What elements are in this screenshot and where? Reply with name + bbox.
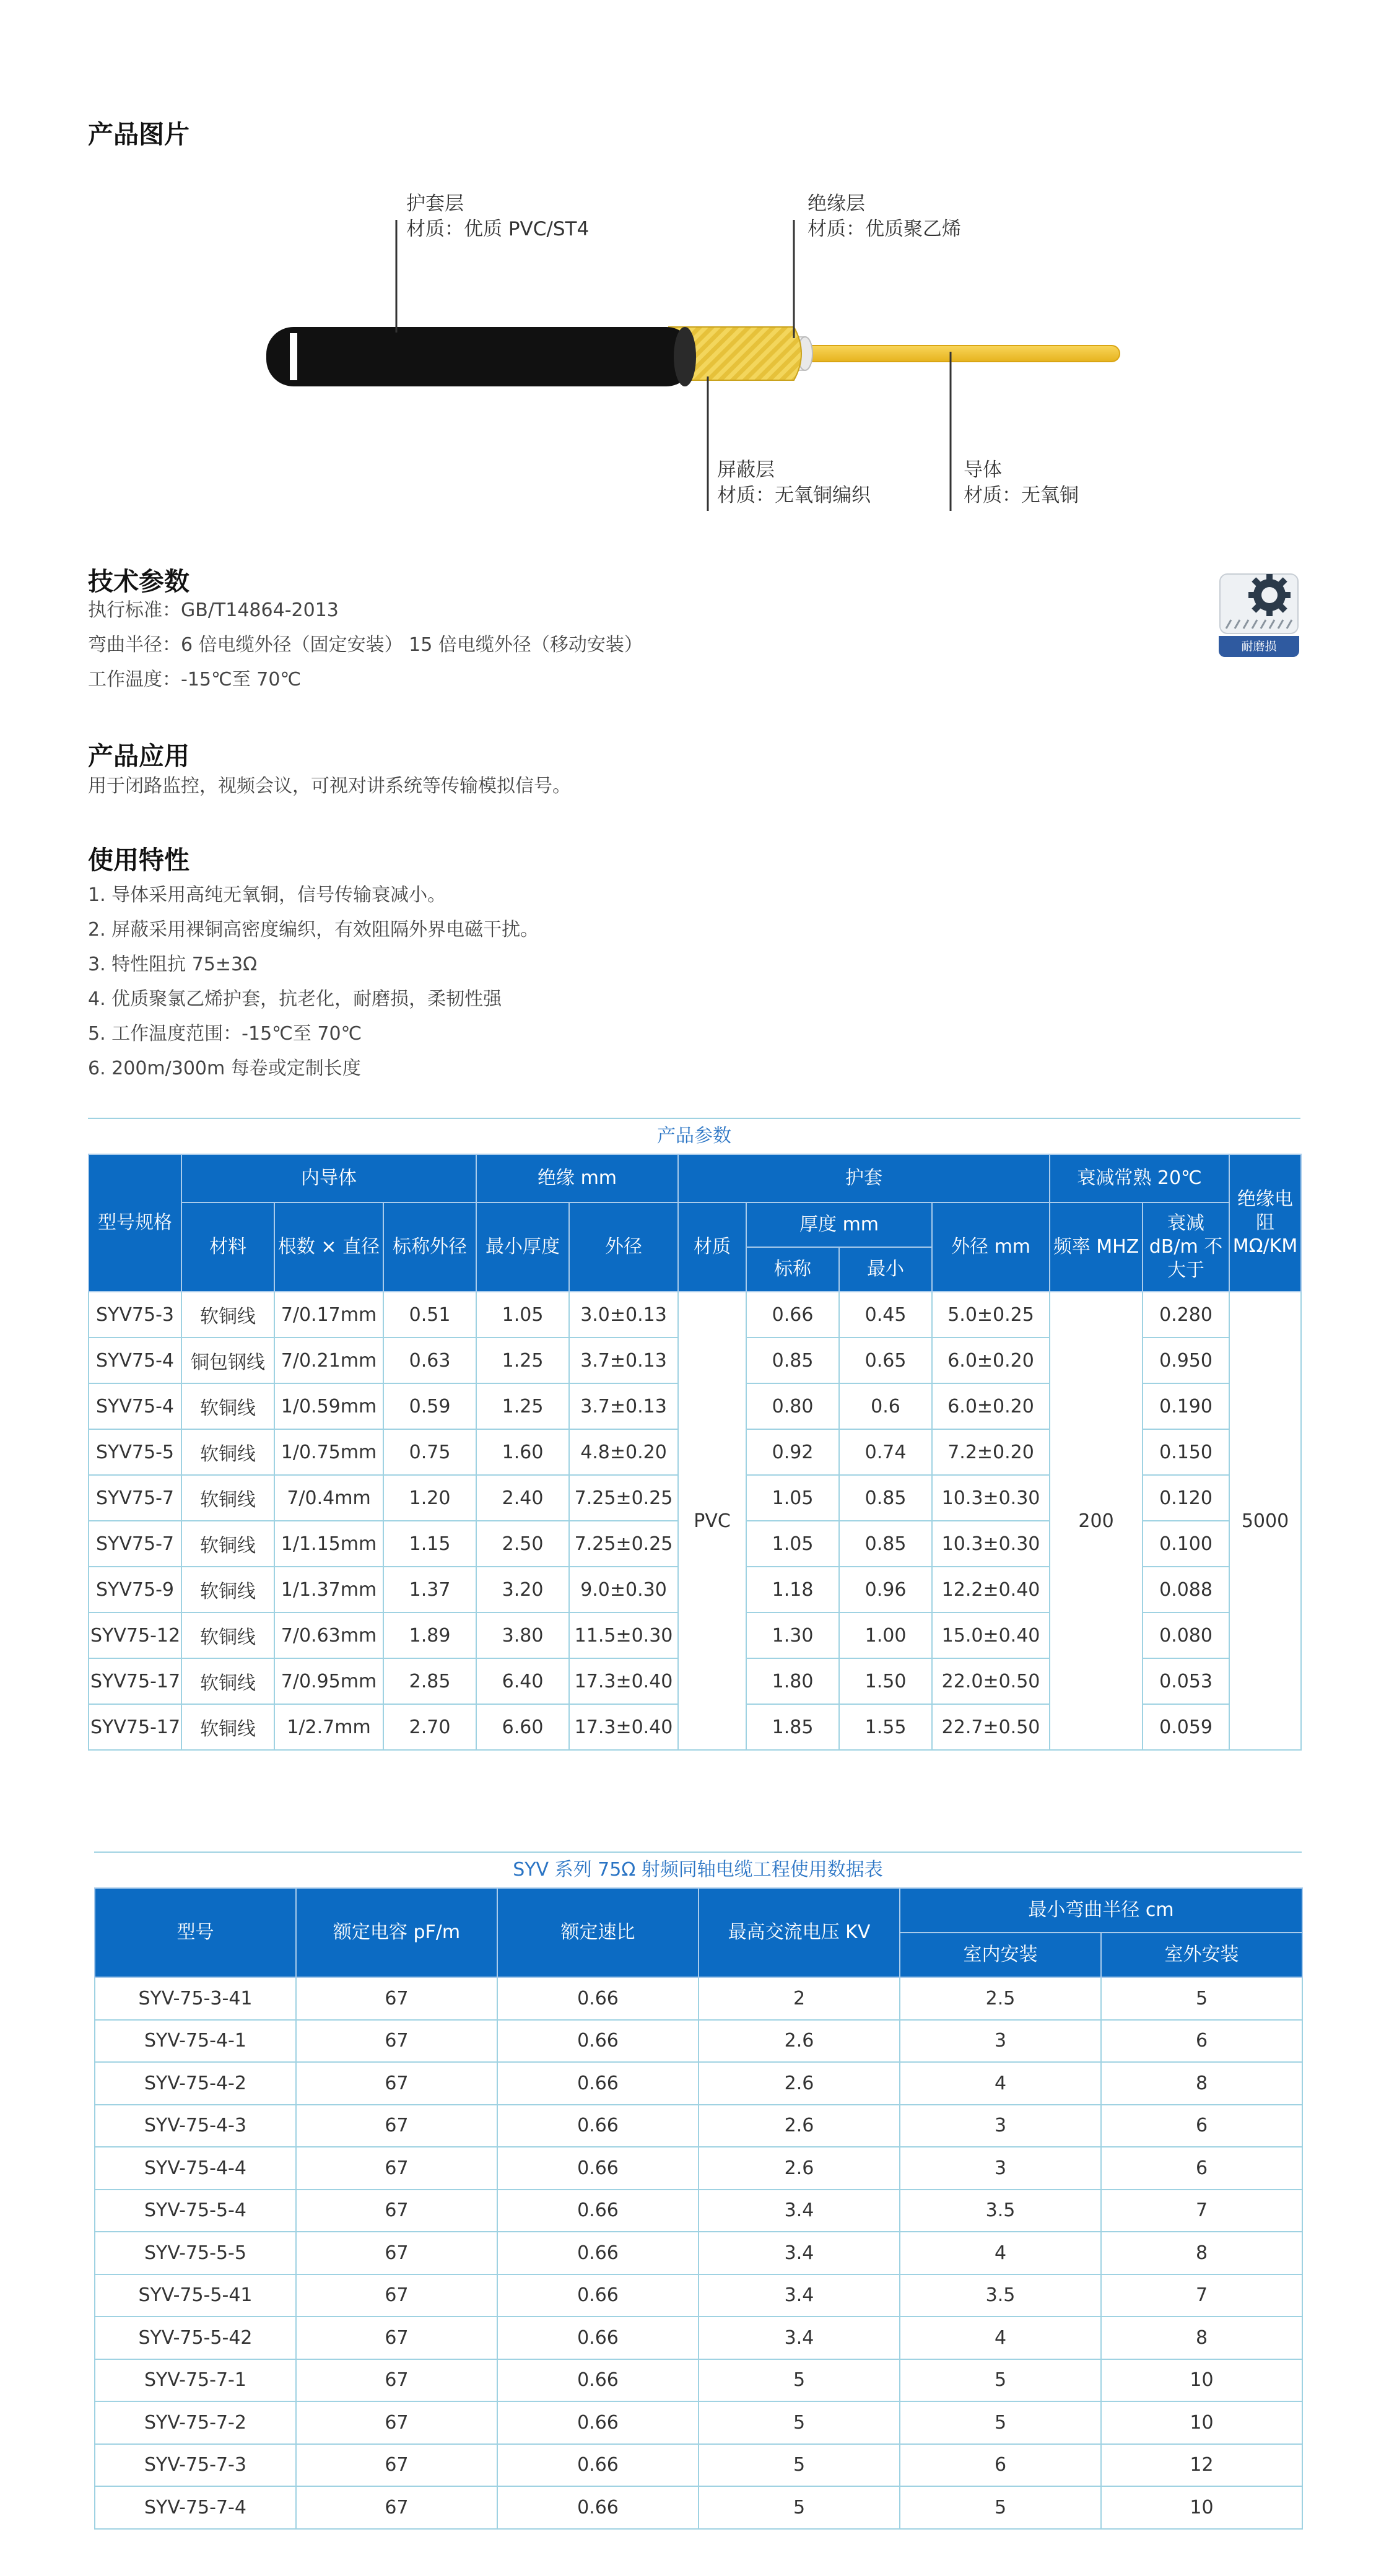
features-list bbox=[88, 878, 539, 1086]
cell-outdoor: 10 bbox=[1101, 2359, 1302, 2402]
header-sheath-od: 外径 mm bbox=[932, 1203, 1050, 1292]
gear-icon bbox=[1219, 567, 1299, 635]
cell-model: SYV-75-7-3 bbox=[95, 2444, 296, 2487]
feature-item: 6. 200m/300m 每卷或定制长度 bbox=[88, 1058, 361, 1079]
header-count-diameter: 根数 × 直径 bbox=[274, 1203, 383, 1292]
cell-min_t: 2.40 bbox=[476, 1475, 569, 1521]
cell-volt: 3.4 bbox=[699, 2274, 900, 2317]
cell-material: 软铜线 bbox=[181, 1383, 274, 1429]
cell-resistance: 5000 bbox=[1229, 1292, 1301, 1750]
cell-model: SYV-75-4-3 bbox=[95, 2105, 296, 2147]
application-text: 用于闭路监控，视频会议，可视对讲系统等传输模拟信号。 bbox=[88, 775, 571, 797]
cell-material: 软铜线 bbox=[181, 1475, 274, 1521]
cell-nom: 1.80 bbox=[746, 1658, 839, 1704]
series-header-velocity: 额定速比 bbox=[497, 1888, 699, 1977]
cell-spec: 1/0.59mm bbox=[274, 1383, 383, 1429]
cell-min: 0.6 bbox=[839, 1383, 932, 1429]
cell-nom: 1.05 bbox=[746, 1521, 839, 1567]
cell-ins_od: 4.8±0.20 bbox=[569, 1429, 678, 1475]
table-row bbox=[95, 2274, 1302, 2317]
cell-material: 软铜线 bbox=[181, 1612, 274, 1658]
cell-spec: 1/1.37mm bbox=[274, 1567, 383, 1612]
cell-vel: 0.66 bbox=[497, 2401, 699, 2444]
header-nominal-od: 标称外径 bbox=[383, 1203, 476, 1292]
cell-model: SYV75-4 bbox=[89, 1383, 181, 1429]
cable-illustration bbox=[0, 0, 1389, 520]
cell-sh_od: 12.2±0.40 bbox=[932, 1567, 1050, 1612]
cell-min: 0.96 bbox=[839, 1567, 932, 1612]
cell-model: SYV-75-4-1 bbox=[95, 2020, 296, 2063]
cell-volt: 2.6 bbox=[699, 2105, 900, 2147]
cell-volt: 3.4 bbox=[699, 2190, 900, 2232]
series-header-model: 型号 bbox=[95, 1888, 296, 1977]
cell-model: SYV-75-5-4 bbox=[95, 2190, 296, 2232]
cell-min_t: 1.60 bbox=[476, 1429, 569, 1475]
cell-model: SYV-75-4-4 bbox=[95, 2147, 296, 2190]
series-header-bend-radius: 最小弯曲半径 cm bbox=[900, 1888, 1302, 1933]
cell-indoor: 5 bbox=[900, 2486, 1101, 2529]
tech-standard: 执行标准：GB/T14864-2013 bbox=[88, 599, 339, 621]
cell-spec: 1/2.7mm bbox=[274, 1704, 383, 1750]
cell-volt: 2.6 bbox=[699, 2147, 900, 2190]
cell-min_t: 2.50 bbox=[476, 1521, 569, 1567]
cell-outdoor: 5 bbox=[1101, 1977, 1302, 2020]
cell-vel: 0.66 bbox=[497, 2232, 699, 2274]
cell-indoor: 4 bbox=[900, 2062, 1101, 2105]
cell-indoor: 5 bbox=[900, 2401, 1101, 2444]
feature-item: 4. 优质聚氯乙烯护套，抗老化，耐磨损，柔韧性强 bbox=[88, 988, 502, 1010]
cell-indoor: 6 bbox=[900, 2444, 1101, 2487]
cell-cap: 67 bbox=[296, 1977, 497, 2020]
header-resistance: 绝缘电阻 MΩ/KM bbox=[1229, 1154, 1301, 1292]
cell-min: 0.85 bbox=[839, 1521, 932, 1567]
cell-cap: 67 bbox=[296, 2486, 497, 2529]
cell-model: SYV75-17 bbox=[89, 1704, 181, 1750]
cell-min_t: 6.40 bbox=[476, 1658, 569, 1704]
insulation-material: 材质：优质聚乙烯 bbox=[808, 218, 961, 240]
cell-ins_od: 17.3±0.40 bbox=[569, 1658, 678, 1704]
cell-od: 0.51 bbox=[383, 1292, 476, 1338]
cell-od: 1.37 bbox=[383, 1567, 476, 1612]
feature-item: 1. 导体采用高纯无氧铜，信号传输衰减小。 bbox=[88, 884, 446, 906]
table-row bbox=[95, 2486, 1302, 2529]
cell-sh_od: 15.0±0.40 bbox=[932, 1612, 1050, 1658]
conductor-wire bbox=[793, 346, 1120, 362]
series-data-table bbox=[94, 1852, 1302, 2530]
cell-indoor: 5 bbox=[900, 2359, 1101, 2402]
cell-ins_od: 7.25±0.25 bbox=[569, 1521, 678, 1567]
cell-model: SYV-75-5-41 bbox=[95, 2274, 296, 2317]
cell-min: 1.00 bbox=[839, 1612, 932, 1658]
cell-spec: 1/1.15mm bbox=[274, 1521, 383, 1567]
header-minimum: 最小 bbox=[839, 1247, 932, 1292]
cell-sh_od: 22.7±0.50 bbox=[932, 1704, 1050, 1750]
product-image-heading: 产品图片 bbox=[88, 120, 189, 149]
product-params-table bbox=[88, 1118, 1300, 1751]
cell-model: SYV75-7 bbox=[89, 1521, 181, 1567]
cell-sh_od: 7.2±0.20 bbox=[932, 1429, 1050, 1475]
jacket-callout bbox=[406, 191, 589, 242]
cell-sh_od: 10.3±0.30 bbox=[932, 1521, 1050, 1567]
table-row bbox=[89, 1292, 1301, 1338]
table-row bbox=[95, 2190, 1302, 2232]
cell-vel: 0.66 bbox=[497, 2486, 699, 2529]
tech-bend-radius: 弯曲半径：6 倍电缆外径（固定安装） 15 倍电缆外径（移动安装） bbox=[88, 634, 643, 656]
table-row bbox=[95, 2359, 1302, 2402]
cell-cap: 67 bbox=[296, 2190, 497, 2232]
cell-model: SYV75-4 bbox=[89, 1338, 181, 1383]
cell-min: 1.50 bbox=[839, 1658, 932, 1704]
cell-indoor: 4 bbox=[900, 2317, 1101, 2359]
cell-attenuation: 0.120 bbox=[1143, 1475, 1229, 1521]
cell-attenuation: 0.280 bbox=[1143, 1292, 1229, 1338]
cell-min: 1.55 bbox=[839, 1704, 932, 1750]
tech-params-heading: 技术参数 bbox=[88, 567, 189, 596]
cell-attenuation: 0.150 bbox=[1143, 1429, 1229, 1475]
cell-model: SYV75-7 bbox=[89, 1475, 181, 1521]
cell-indoor: 3 bbox=[900, 2020, 1101, 2063]
table-row bbox=[95, 2020, 1302, 2063]
features-heading: 使用特性 bbox=[88, 845, 189, 875]
insulation-name: 绝缘层 bbox=[808, 193, 865, 215]
cell-min: 0.65 bbox=[839, 1338, 932, 1383]
cell-min_t: 1.25 bbox=[476, 1383, 569, 1429]
cell-cap: 67 bbox=[296, 2359, 497, 2402]
header-material: 材料 bbox=[181, 1203, 274, 1292]
cell-min_t: 3.20 bbox=[476, 1567, 569, 1612]
cell-model: SYV-75-7-4 bbox=[95, 2486, 296, 2529]
cell-material: 软铜线 bbox=[181, 1292, 274, 1338]
cell-nom: 0.80 bbox=[746, 1383, 839, 1429]
cell-od: 2.70 bbox=[383, 1704, 476, 1750]
cell-material: 软铜线 bbox=[181, 1704, 274, 1750]
cell-model: SYV-75-7-1 bbox=[95, 2359, 296, 2402]
conductor-callout bbox=[964, 458, 1079, 508]
cell-cap: 67 bbox=[296, 2274, 497, 2317]
cell-nom: 0.92 bbox=[746, 1429, 839, 1475]
tech-params-list bbox=[88, 593, 643, 697]
series-header-outdoor: 室外安装 bbox=[1101, 1933, 1302, 1977]
cell-od: 2.85 bbox=[383, 1658, 476, 1704]
cell-model: SYV-75-7-2 bbox=[95, 2401, 296, 2444]
cell-volt: 3.4 bbox=[699, 2317, 900, 2359]
cell-min_t: 1.25 bbox=[476, 1338, 569, 1383]
cell-material: 软铜线 bbox=[181, 1567, 274, 1612]
cell-model: SYV75-5 bbox=[89, 1429, 181, 1475]
cell-material: 软铜线 bbox=[181, 1658, 274, 1704]
cell-cap: 67 bbox=[296, 2105, 497, 2147]
cell-nom: 1.18 bbox=[746, 1567, 839, 1612]
series-header-voltage: 最高交流电压 KV bbox=[699, 1888, 900, 1977]
cell-attenuation: 0.080 bbox=[1143, 1612, 1229, 1658]
cell-indoor: 3 bbox=[900, 2147, 1101, 2190]
cell-indoor: 2.5 bbox=[900, 1977, 1101, 2020]
cell-od: 0.75 bbox=[383, 1429, 476, 1475]
table-row bbox=[95, 2062, 1302, 2105]
cell-ins_od: 3.7±0.13 bbox=[569, 1338, 678, 1383]
cell-outdoor: 8 bbox=[1101, 2317, 1302, 2359]
shield-material: 材质：无氧铜编织 bbox=[717, 484, 871, 507]
series-header-indoor: 室内安装 bbox=[900, 1933, 1101, 1977]
header-outer-diameter: 外径 bbox=[569, 1203, 678, 1292]
cell-nom: 0.66 bbox=[746, 1292, 839, 1338]
cell-od: 1.20 bbox=[383, 1475, 476, 1521]
cell-material: 软铜线 bbox=[181, 1521, 274, 1567]
cell-cap: 67 bbox=[296, 2317, 497, 2359]
cell-spec: 7/0.21mm bbox=[274, 1338, 383, 1383]
tech-temperature: 工作温度：-15℃至 70℃ bbox=[88, 669, 302, 690]
cell-volt: 5 bbox=[699, 2359, 900, 2402]
header-nominal: 标称 bbox=[746, 1247, 839, 1292]
header-model: 型号规格 bbox=[89, 1154, 181, 1292]
series-data-grid bbox=[94, 1887, 1303, 2530]
cell-vel: 0.66 bbox=[497, 2147, 699, 2190]
cell-volt: 5 bbox=[699, 2444, 900, 2487]
header-attenuation: 衰减常熟 20℃ bbox=[1050, 1154, 1229, 1203]
table-row bbox=[95, 2401, 1302, 2444]
application-heading: 产品应用 bbox=[88, 741, 189, 771]
product-params-grid bbox=[88, 1154, 1302, 1751]
cell-outdoor: 7 bbox=[1101, 2190, 1302, 2232]
cell-min: 0.45 bbox=[839, 1292, 932, 1338]
cell-volt: 5 bbox=[699, 2486, 900, 2529]
cell-model: SYV-75-3-41 bbox=[95, 1977, 296, 2020]
header-sheath-material: 材质 bbox=[678, 1203, 746, 1292]
cell-vel: 0.66 bbox=[497, 2062, 699, 2105]
cell-outdoor: 8 bbox=[1101, 2232, 1302, 2274]
cell-model: SYV-75-4-2 bbox=[95, 2062, 296, 2105]
cell-od: 1.15 bbox=[383, 1521, 476, 1567]
product-params-caption: 产品参数 bbox=[88, 1118, 1300, 1154]
table-row bbox=[95, 1977, 1302, 2020]
cell-od: 1.89 bbox=[383, 1612, 476, 1658]
cell-attenuation: 0.088 bbox=[1143, 1567, 1229, 1612]
cell-ins_od: 17.3±0.40 bbox=[569, 1704, 678, 1750]
shield-callout bbox=[717, 458, 871, 508]
table-row bbox=[95, 2317, 1302, 2359]
cell-attenuation: 0.100 bbox=[1143, 1521, 1229, 1567]
cell-ins_od: 3.7±0.13 bbox=[569, 1383, 678, 1429]
feature-item: 2. 屏蔽采用裸铜高密度编织，有效阻隔外界电磁干扰。 bbox=[88, 919, 539, 941]
cell-vel: 0.66 bbox=[497, 2359, 699, 2402]
cell-model: SYV-75-5-5 bbox=[95, 2232, 296, 2274]
cell-spec: 7/0.4mm bbox=[274, 1475, 383, 1521]
cell-attenuation: 0.053 bbox=[1143, 1658, 1229, 1704]
cell-od: 0.59 bbox=[383, 1383, 476, 1429]
cell-sh_od: 22.0±0.50 bbox=[932, 1658, 1050, 1704]
cell-outdoor: 6 bbox=[1101, 2020, 1302, 2063]
cell-ins_od: 11.5±0.30 bbox=[569, 1612, 678, 1658]
cell-outdoor: 10 bbox=[1101, 2401, 1302, 2444]
cell-min_t: 1.05 bbox=[476, 1292, 569, 1338]
cell-outdoor: 6 bbox=[1101, 2147, 1302, 2190]
cell-sh_od: 10.3±0.30 bbox=[932, 1475, 1050, 1521]
cell-vel: 0.66 bbox=[497, 2274, 699, 2317]
cell-od: 0.63 bbox=[383, 1338, 476, 1383]
cell-sheath-material: PVC bbox=[678, 1292, 746, 1750]
cell-indoor: 4 bbox=[900, 2232, 1101, 2274]
cell-outdoor: 10 bbox=[1101, 2486, 1302, 2529]
cell-indoor: 3.5 bbox=[900, 2190, 1101, 2232]
cell-vel: 0.66 bbox=[497, 1977, 699, 2020]
cell-nom: 1.85 bbox=[746, 1704, 839, 1750]
cell-volt: 2 bbox=[699, 1977, 900, 2020]
header-frequency: 频率 MHZ bbox=[1050, 1203, 1143, 1292]
cell-min: 0.85 bbox=[839, 1475, 932, 1521]
cell-cap: 67 bbox=[296, 2147, 497, 2190]
feature-item: 3. 特性阻抗 75±3Ω bbox=[88, 954, 258, 975]
cell-spec: 1/0.75mm bbox=[274, 1429, 383, 1475]
jacket-name: 护套层 bbox=[406, 193, 464, 215]
cell-volt: 2.6 bbox=[699, 2062, 900, 2105]
wear-resistant-badge bbox=[1219, 567, 1299, 659]
cell-vel: 0.66 bbox=[497, 2020, 699, 2063]
cell-material: 铜包钢线 bbox=[181, 1338, 274, 1383]
header-sheath: 护套 bbox=[678, 1154, 1050, 1203]
cell-cap: 67 bbox=[296, 2020, 497, 2063]
jacket-material: 材质：优质 PVC/ST4 bbox=[406, 218, 590, 240]
cell-attenuation: 0.950 bbox=[1143, 1338, 1229, 1383]
header-insulation: 绝缘 mm bbox=[476, 1154, 678, 1203]
header-thickness: 厚度 mm bbox=[746, 1203, 932, 1247]
header-attenuation-value: 衰减 dB/m 不大于 bbox=[1143, 1203, 1229, 1292]
cell-model: SYV75-12 bbox=[89, 1612, 181, 1658]
header-min-thickness: 最小厚度 bbox=[476, 1203, 569, 1292]
cell-nom: 1.30 bbox=[746, 1612, 839, 1658]
cell-min_t: 6.60 bbox=[476, 1704, 569, 1750]
shield-name: 屏蔽层 bbox=[717, 459, 775, 481]
conductor-material: 材质：无氧铜 bbox=[964, 484, 1079, 507]
cell-frequency: 200 bbox=[1050, 1292, 1143, 1750]
jacket-layer bbox=[266, 327, 694, 386]
cell-model: SYV75-3 bbox=[89, 1292, 181, 1338]
table-row bbox=[95, 2147, 1302, 2190]
cell-vel: 0.66 bbox=[497, 2190, 699, 2232]
cell-model: SYV75-9 bbox=[89, 1567, 181, 1612]
cell-outdoor: 7 bbox=[1101, 2274, 1302, 2317]
cell-cap: 67 bbox=[296, 2232, 497, 2274]
cell-min_t: 3.80 bbox=[476, 1612, 569, 1658]
cell-sh_od: 6.0±0.20 bbox=[932, 1338, 1050, 1383]
cell-cap: 67 bbox=[296, 2444, 497, 2487]
cell-cap: 67 bbox=[296, 2062, 497, 2105]
cell-outdoor: 12 bbox=[1101, 2444, 1302, 2487]
cell-volt: 3.4 bbox=[699, 2232, 900, 2274]
cell-vel: 0.66 bbox=[497, 2317, 699, 2359]
series-header-capacitance: 额定电容 pF/m bbox=[296, 1888, 497, 1977]
header-inner-conductor: 内导体 bbox=[181, 1154, 476, 1203]
cell-ins_od: 3.0±0.13 bbox=[569, 1292, 678, 1338]
cell-nom: 1.05 bbox=[746, 1475, 839, 1521]
table-row bbox=[95, 2232, 1302, 2274]
cell-spec: 7/0.17mm bbox=[274, 1292, 383, 1338]
table-row bbox=[95, 2444, 1302, 2487]
cell-outdoor: 8 bbox=[1101, 2062, 1302, 2105]
cell-ins_od: 7.25±0.25 bbox=[569, 1475, 678, 1521]
cell-outdoor: 6 bbox=[1101, 2105, 1302, 2147]
cell-model: SYV75-17 bbox=[89, 1658, 181, 1704]
series-data-caption: SYV 系列 75Ω 射频同轴电缆工程使用数据表 bbox=[94, 1852, 1302, 1887]
cell-ins_od: 9.0±0.30 bbox=[569, 1567, 678, 1612]
cell-nom: 0.85 bbox=[746, 1338, 839, 1383]
cell-sh_od: 5.0±0.25 bbox=[932, 1292, 1050, 1338]
cell-sh_od: 6.0±0.20 bbox=[932, 1383, 1050, 1429]
feature-item: 5. 工作温度范围：-15℃至 70℃ bbox=[88, 1023, 362, 1045]
cell-vel: 0.66 bbox=[497, 2105, 699, 2147]
cell-indoor: 3 bbox=[900, 2105, 1101, 2147]
conductor-name: 导体 bbox=[964, 459, 1002, 481]
insulation-callout bbox=[808, 191, 961, 242]
table-row bbox=[95, 2105, 1302, 2147]
cell-spec: 7/0.95mm bbox=[274, 1658, 383, 1704]
cell-vel: 0.66 bbox=[497, 2444, 699, 2487]
cell-volt: 5 bbox=[699, 2401, 900, 2444]
cell-material: 软铜线 bbox=[181, 1429, 274, 1475]
cell-volt: 2.6 bbox=[699, 2020, 900, 2063]
cell-cap: 67 bbox=[296, 2401, 497, 2444]
cell-model: SYV-75-5-42 bbox=[95, 2317, 296, 2359]
cell-min: 0.74 bbox=[839, 1429, 932, 1475]
cell-spec: 7/0.63mm bbox=[274, 1612, 383, 1658]
cell-attenuation: 0.190 bbox=[1143, 1383, 1229, 1429]
cell-attenuation: 0.059 bbox=[1143, 1704, 1229, 1750]
wear-resistant-label: 耐磨损 bbox=[1219, 636, 1299, 657]
cell-indoor: 3.5 bbox=[900, 2274, 1101, 2317]
